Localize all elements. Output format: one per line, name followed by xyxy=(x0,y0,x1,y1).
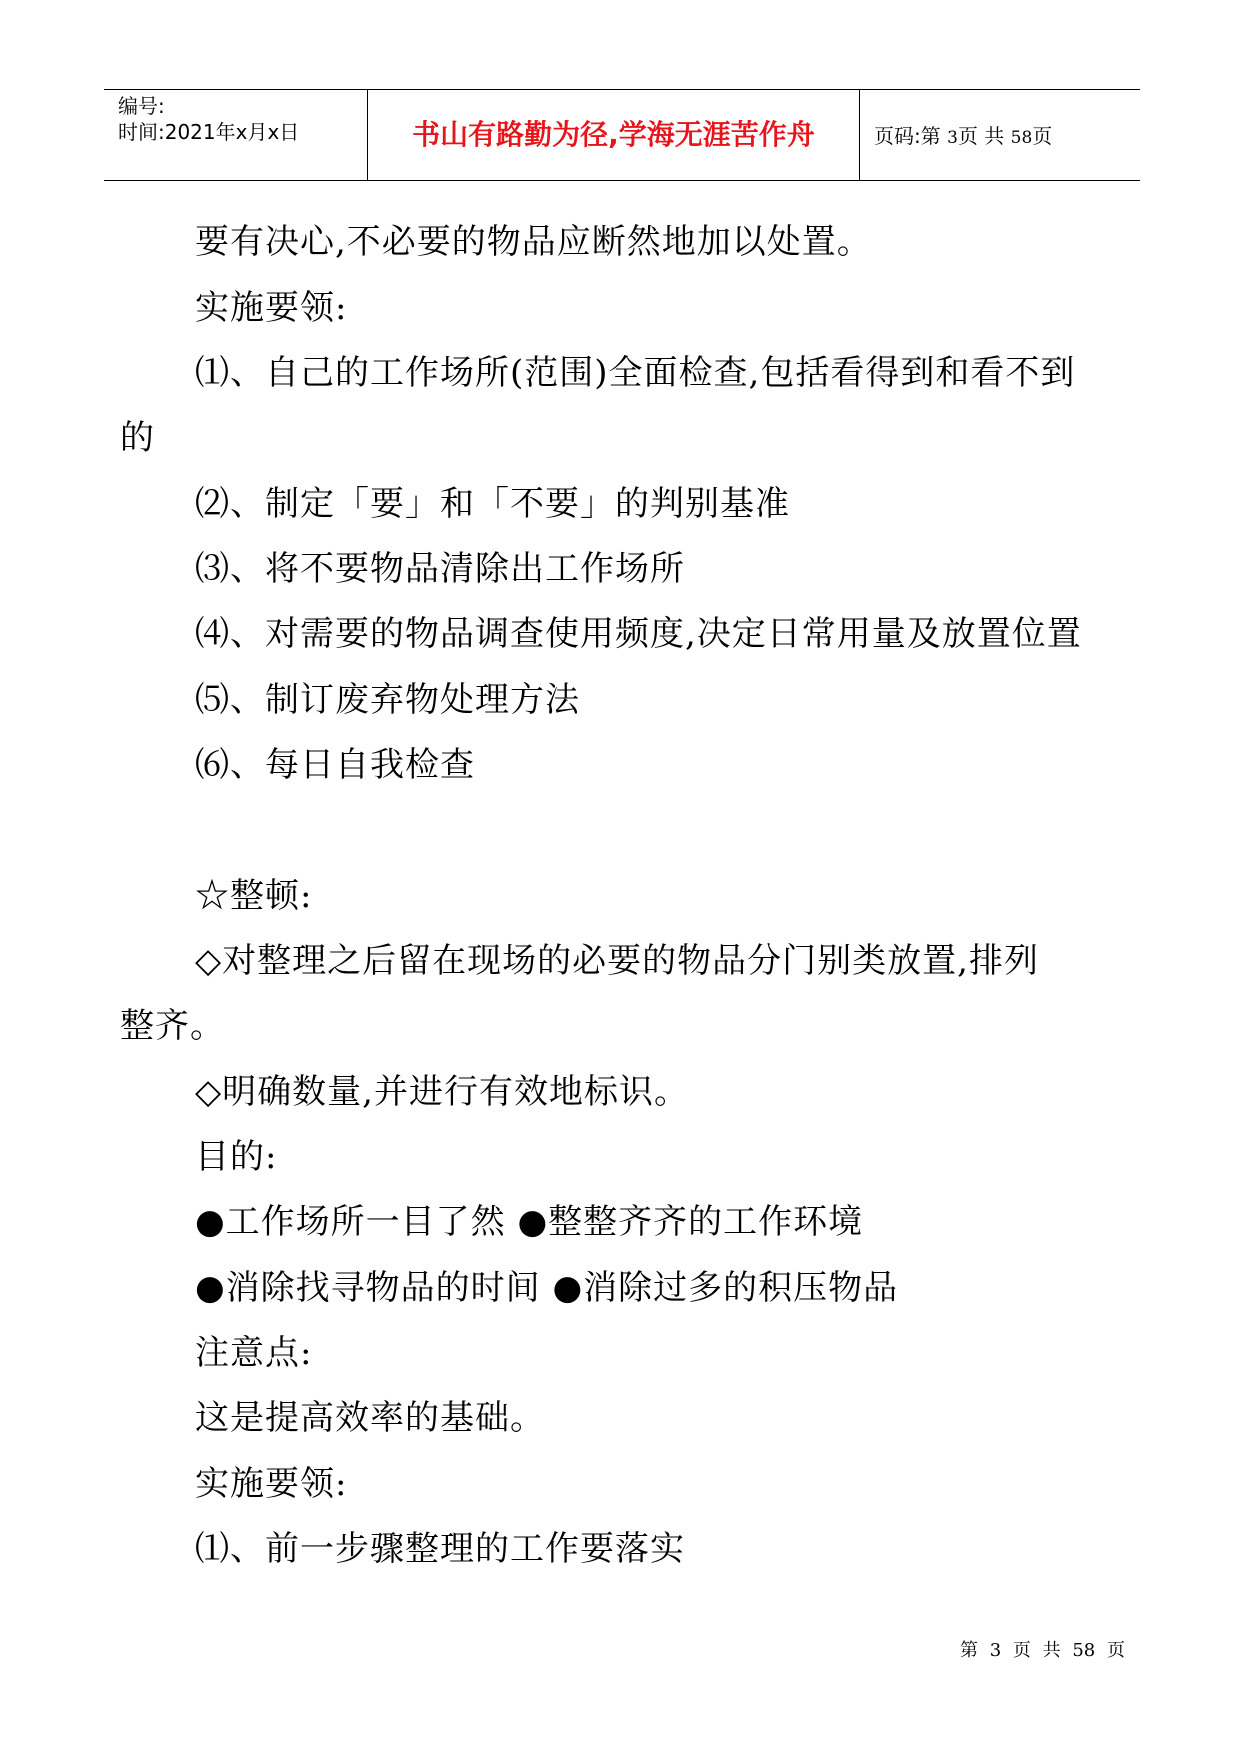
page-current: 3 xyxy=(947,128,958,148)
paragraph-line: ⑷、对需要的物品调查使用频度,决定日常用量及放置位置 xyxy=(195,614,1082,654)
header-motto: 书山有路勤为径,学海无涯苦作舟 xyxy=(412,118,815,151)
paragraph-line: ◇明确数量,并进行有效地标识。 xyxy=(195,1072,689,1112)
header-info-cell xyxy=(104,90,368,180)
paragraph-line: ●消除找寻物品的时间 ●消除过多的积压物品 xyxy=(195,1268,899,1308)
paragraph-line: 整齐。 xyxy=(120,1006,225,1046)
page-header xyxy=(104,89,1140,181)
paragraph-line: ◇对整理之后留在现场的必要的物品分门别类放置,排列 xyxy=(195,941,1039,981)
header-page-cell xyxy=(860,90,1140,180)
paragraph-line: 实施要领: xyxy=(195,288,348,328)
paragraph-line: 目的: xyxy=(195,1137,278,1177)
paragraph-line: ⑴、自己的工作场所(范围)全面检查,包括看得到和看不到 xyxy=(195,353,1076,393)
header-page-number xyxy=(874,124,1052,150)
paragraph-line: ⑵、制定「要」和「不要」的判别基准 xyxy=(195,484,790,524)
paragraph-line: 实施要领: xyxy=(195,1464,348,1504)
header-motto-cell xyxy=(368,90,860,180)
document-number-label: 编号: xyxy=(118,94,165,118)
paragraph-line: ⑶、将不要物品清除出工作场所 xyxy=(195,549,685,589)
paragraph-line: 要有决心,不必要的物品应断然地加以处置。 xyxy=(195,222,872,262)
page-prefix: 页码:第 xyxy=(874,124,941,148)
paragraph-line: ⑴、前一步骤整理的工作要落实 xyxy=(195,1529,685,1569)
paragraph-line: ●工作场所一目了然 ●整整齐齐的工作环境 xyxy=(195,1202,864,1242)
paragraph-line: 的 xyxy=(120,418,155,458)
page-footer: 第 3 页 共 58 页 xyxy=(960,1640,1125,1661)
paragraph-line: 这是提高效率的基础。 xyxy=(195,1398,545,1438)
document-date: 时间:2021年x月x日 xyxy=(118,120,300,144)
paragraph-line: ⑹、每日自我检查 xyxy=(195,745,475,785)
paragraph-line: ⑸、制订废弃物处理方法 xyxy=(195,680,580,720)
section-heading: ☆整顿: xyxy=(195,876,313,916)
page-suffix: 页 xyxy=(1032,124,1053,148)
paragraph-line: 注意点: xyxy=(195,1333,313,1373)
page-mid: 页 共 xyxy=(957,124,1005,148)
page-total: 58 xyxy=(1010,128,1033,148)
